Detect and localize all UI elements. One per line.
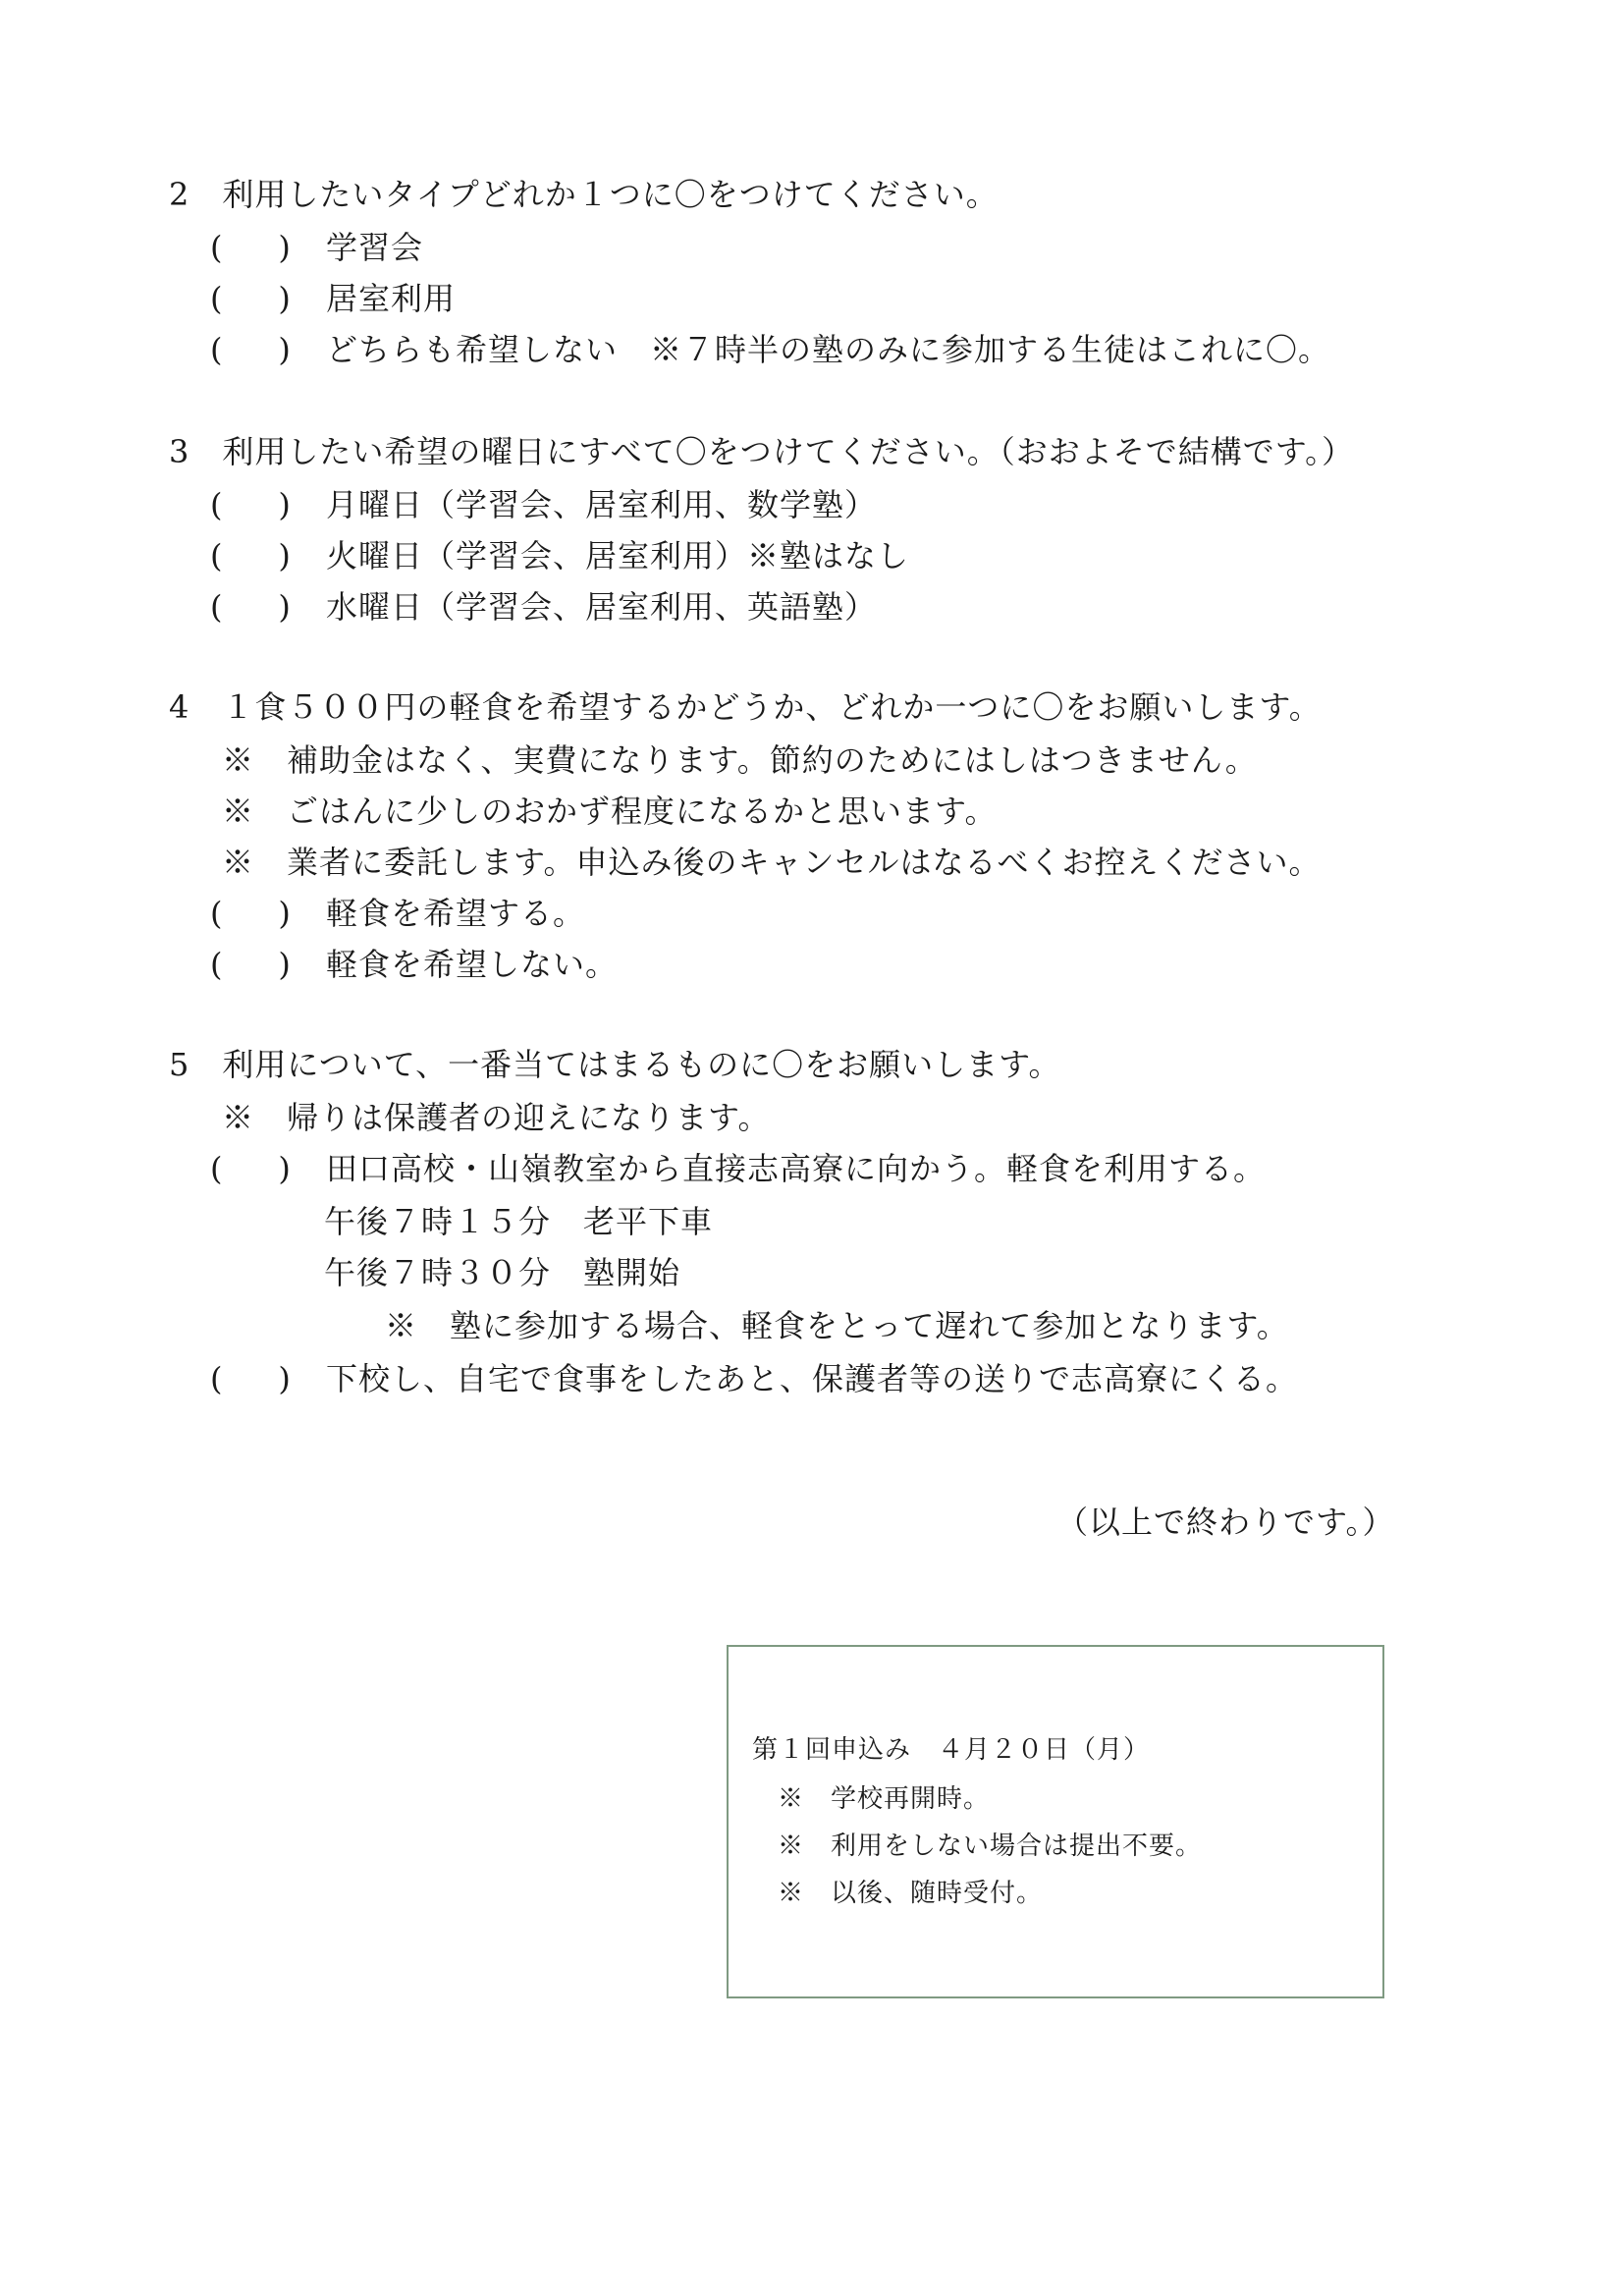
option-label: どちらも希望しない ※７時半の塾のみに参加する生徒はこれに〇。 xyxy=(326,331,1331,368)
q5-option-home[interactable] xyxy=(210,1359,1298,1398)
q4-note-side-dish: ※ ごはんに少しのおかず程度になるかと思います。 xyxy=(222,793,998,830)
option-label: 下校し、自宅で食事をしたあと、保護者等の送りで志高寮にくる。 xyxy=(326,1360,1299,1397)
option-label: 田口高校・山嶺教室から直接志高寮に向かう。軽食を利用する。 xyxy=(326,1150,1267,1187)
application-info-box xyxy=(727,1645,1384,1998)
q4-option-not-want[interactable] xyxy=(210,945,618,984)
q3-option-wednesday[interactable] xyxy=(210,587,877,627)
checkbox-paren[interactable]: ( ) xyxy=(210,229,292,266)
q4-option-want[interactable] xyxy=(210,894,585,933)
q5-heading: 5 利用について、一番当てはまるものに〇をお願いします。 xyxy=(169,1046,1061,1083)
option-label: 軽食を希望する。 xyxy=(326,895,586,932)
checkbox-paren[interactable]: ( ) xyxy=(210,588,292,626)
checkbox-paren[interactable]: ( ) xyxy=(210,895,292,932)
q5-time-arrival: 午後７時１５分 老平下車 xyxy=(324,1203,714,1240)
q5-time-start: 午後７時３０分 塾開始 xyxy=(324,1254,681,1291)
option-label: 月曜日（学習会、居室利用、数学塾） xyxy=(326,486,878,523)
q2-option-none[interactable] xyxy=(210,330,1330,369)
checkbox-paren[interactable]: ( ) xyxy=(210,946,292,983)
option-label: 軽食を希望しない。 xyxy=(326,946,619,983)
q4-heading: 4 １食５００円の軽食を希望するかどうか、どれか一つに〇をお願いします。 xyxy=(169,688,1322,726)
q4-note-cancel: ※ 業者に委託します。申込み後のキャンセルはなるべくお控えください。 xyxy=(222,844,1322,881)
option-label: 居室利用 xyxy=(326,280,457,317)
q3-option-monday[interactable] xyxy=(210,485,877,524)
q4-note-subsidy: ※ 補助金はなく、実費になります。節約のためにはしはつきません。 xyxy=(222,741,1258,779)
option-label: 水曜日（学習会、居室利用、英語塾） xyxy=(326,588,878,626)
checkbox-paren[interactable]: ( ) xyxy=(210,486,292,523)
checkbox-paren[interactable]: ( ) xyxy=(210,280,292,317)
q5-note-pickup: ※ 帰りは保護者の迎えになります。 xyxy=(222,1099,771,1136)
box-note-school-reopen: ※ 学校再開時。 xyxy=(778,1784,991,1814)
q3-option-tuesday[interactable] xyxy=(210,536,909,575)
checkbox-paren[interactable]: ( ) xyxy=(210,537,292,574)
deadline-text: 第１回申込み ４月２０日（月） xyxy=(752,1735,1151,1765)
q3-heading: 3 利用したい希望の曜日にすべて〇をつけてください。（おおよそで結構です。） xyxy=(169,433,1355,470)
q2-option-room[interactable] xyxy=(210,279,456,318)
option-label: 学習会 xyxy=(326,229,424,266)
box-note-anytime: ※ 以後、随時受付。 xyxy=(778,1879,1044,1908)
checkbox-paren[interactable]: ( ) xyxy=(210,1150,292,1187)
box-note-no-submit: ※ 利用をしない場合は提出不要。 xyxy=(778,1831,1203,1861)
option-label: 火曜日（学習会、居室利用）※塾はなし xyxy=(326,537,910,574)
checkbox-paren[interactable]: ( ) xyxy=(210,1360,292,1397)
checkbox-paren[interactable]: ( ) xyxy=(210,331,292,368)
q2-option-study[interactable] xyxy=(210,228,423,267)
closing-text: （以上で終わりです。） xyxy=(1056,1503,1395,1541)
q5-subnote: ※ 塾に参加する場合、軽食をとって遅れて参加となります。 xyxy=(385,1307,1289,1344)
q5-option-direct[interactable] xyxy=(210,1149,1266,1188)
q2-heading: 2 利用したいタイプどれか１つに〇をつけてください。 xyxy=(169,176,999,213)
